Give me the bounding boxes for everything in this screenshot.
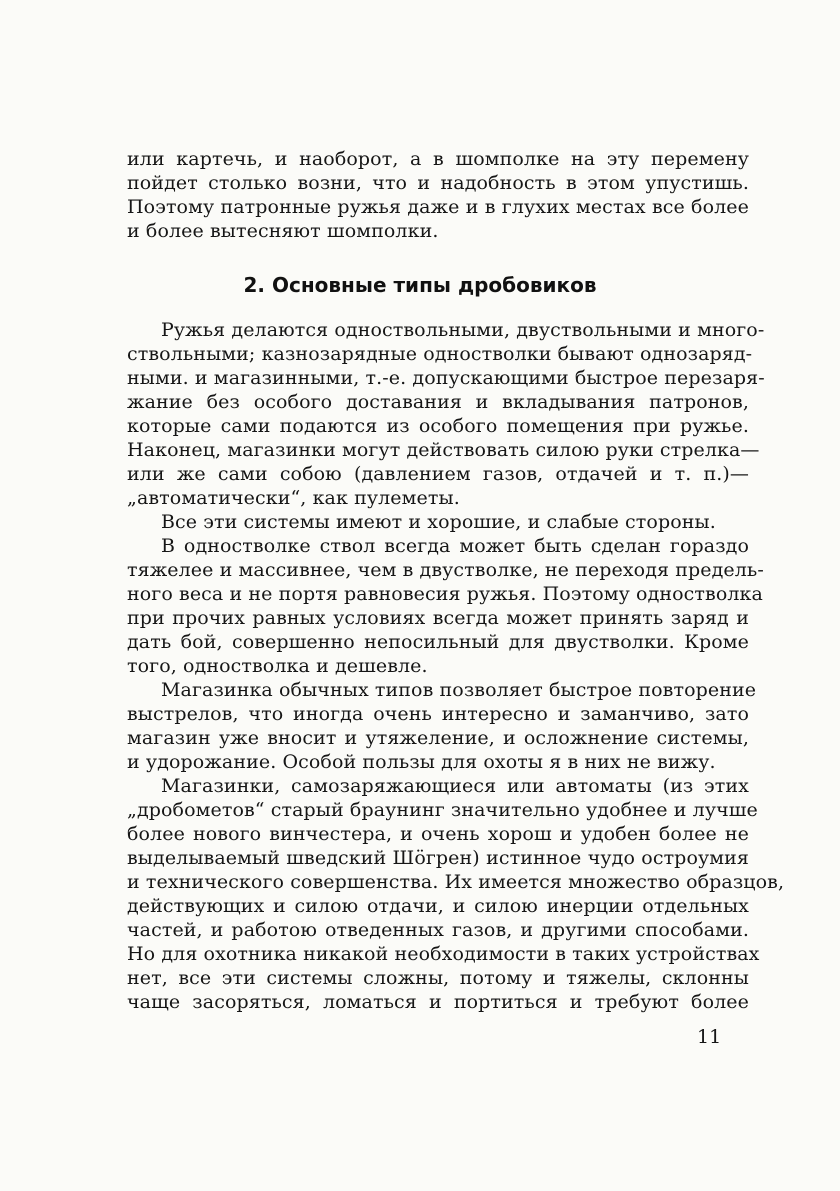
text-line: „автоматически“, как пулеметы. [127,487,460,509]
text-line: выделываемый шведский Шӧгрен) истинное чудо остроумия [127,847,749,869]
paragraph [127,774,785,1014]
text-line: чаще засоряться, ломаться и портиться и требуют более [127,991,749,1013]
text-line: ными. и магазинными, т.-е. допускающими быстрое перезаря- [127,367,765,389]
text-line: Ружья делаются одноствольными, двуствольными и много- [161,319,765,341]
text-line: ствольными; казнозарядные одностволки бывают однозаряд- [127,343,753,365]
page-number: 11 [697,1026,722,1048]
text-line: и технического совершенства. Их имеется множество образцов, [127,871,785,893]
paragraph [127,534,764,678]
text-line: и удорожание. Особой пользы для охоты я в них не вижу. [127,751,716,773]
text-line: нет, все эти системы сложны, потому и тяжелы, склонны [127,967,749,989]
text-line: или же сами собою (давлением газов, отдачей и т. п.)— [127,463,749,485]
text-line: ного веса и не портя равновесия ружья. Поэтому одностволка [127,583,763,605]
text-line: Наконец, магазинки могут действовать силою руки стрелка— [127,439,760,461]
text-line: или картечь, и наоборот, а в шомполке на эту перемену [127,148,749,170]
text-line: при прочих равных условиях всегда может принять заряд и [127,607,749,629]
text-line: жание без особого доставания и вкладывания патронов, [127,391,749,413]
paragraph [127,510,749,534]
body-text [127,318,785,1014]
text-line: Поэтому патронные ружья даже и в глухих местах все более [127,196,749,218]
text-line: „дробометов“ старый браунинг значительно удобнее и лучше [127,799,758,821]
text-line: В одностволке ствол всегда может быть сделан гораздо [161,535,749,557]
text-line: Магазинка обычных типов позволяет быстрое повторение [161,679,757,701]
text-line: Все эти системы имеют и хорошие, и слабые стороны. [161,511,716,533]
text-line: которые сами подаются из особого помещения при ружье. [127,415,749,437]
section-heading: 2. Основные типы дробовиков [243,273,597,297]
text-line: более нового винчестера, и очень хорош и удобен более не [127,823,749,845]
paragraph [127,678,757,774]
text-line: того, одностволка и дешевле. [127,655,428,677]
text-line: действующих и силою отдачи, и силою инерции отдельных [127,895,749,917]
text-line: частей, и работою отведенных газов, и другими способами. [127,919,749,941]
text-line: Но для охотника никакой необходимости в таких устройствах [127,943,760,965]
text-line: тяжелее и массивнее, чем в двустволке, не переходя предель- [127,559,764,581]
text-line: магазин уже вносит и утяжеление, и осложнение системы, [127,727,749,749]
paragraph [127,318,765,510]
text-line: выстрелов, что иногда очень интересно и заманчиво, зато [127,703,749,725]
intro-paragraph [127,147,749,243]
text-line: Магазинки, самозаряжающиеся или автоматы (из этих [161,775,749,797]
text-line: дать бой, совершенно непосильный для двустволки. Кроме [127,631,749,653]
text-line: пойдет столько возни, что и надобность в этом упустишь. [127,172,749,194]
text-line: и более вытесняют шомполки. [127,220,439,242]
